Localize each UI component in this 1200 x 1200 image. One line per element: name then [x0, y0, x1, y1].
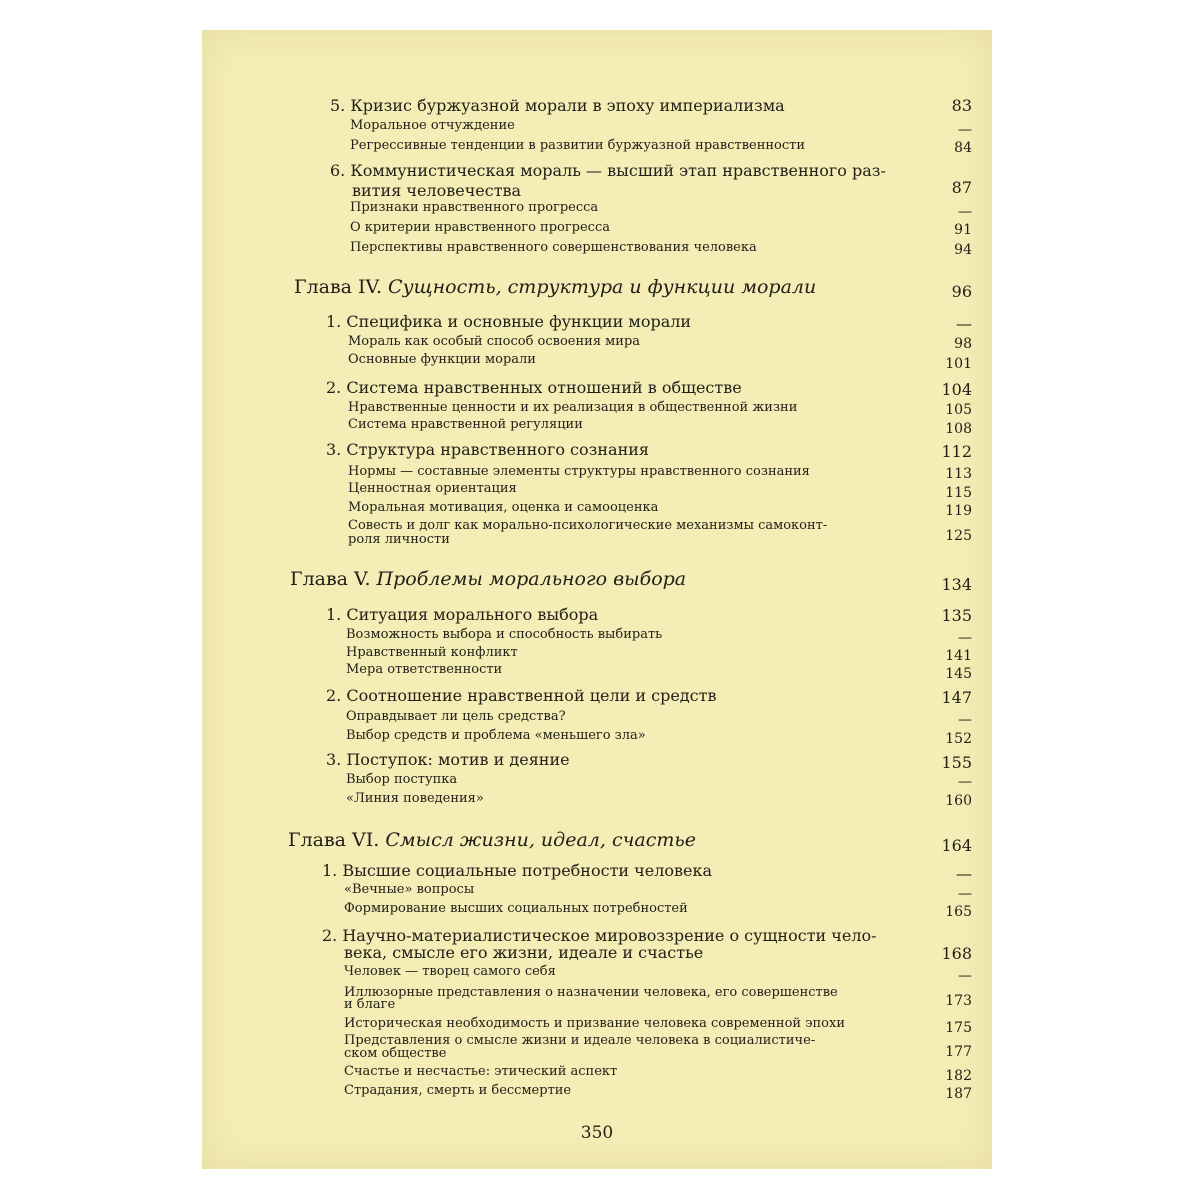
subsection-title[interactable]: Мера ответственности — [346, 662, 503, 677]
subsection-title-continued: роля личности — [348, 532, 450, 547]
page-reference: 105 — [945, 402, 972, 418]
page-reference: 187 — [945, 1086, 972, 1102]
chapter-heading[interactable] — [288, 829, 696, 851]
page-reference: — — [958, 774, 972, 790]
page-reference: 94 — [954, 242, 972, 258]
section-title[interactable]: 2. Научно-материалистическое мировоззрение о сущности чело- — [322, 926, 877, 945]
chapter-heading[interactable] — [290, 568, 686, 590]
subsection-title-continued: ском обществе — [344, 1046, 447, 1061]
page-reference: 115 — [945, 485, 972, 501]
chapter-number: Глава VI. — [288, 829, 380, 851]
subsection-title[interactable]: Выбор поступка — [346, 772, 458, 787]
page-reference: 168 — [941, 944, 972, 963]
page-reference: 164 — [941, 836, 972, 855]
subsection-title[interactable]: Нормы — составные элементы структуры нравственного сознания — [348, 464, 810, 479]
page-reference: — — [958, 122, 972, 138]
page-reference: 182 — [945, 1068, 972, 1084]
page-reference: 84 — [954, 140, 972, 156]
subsection-title[interactable]: О критерии нравственного прогресса — [350, 220, 610, 235]
chapter-title: Сущность, структура и функции морали — [388, 276, 817, 298]
section-title[interactable]: 1. Ситуация морального выбора — [326, 605, 599, 624]
page-reference: 147 — [941, 688, 972, 707]
subsection-title[interactable]: Иллюзорные представления о назначении человека, его совершенстве — [344, 985, 838, 1000]
page-reference: — — [958, 204, 972, 220]
subsection-title[interactable]: Представления о смысле жизни и идеале человека в социалистиче- — [344, 1033, 816, 1048]
subsection-title-continued: и благе — [344, 997, 396, 1012]
page-reference: — — [958, 968, 972, 984]
section-title[interactable]: 2. Система нравственных отношений в обществе — [326, 378, 742, 397]
page-reference: 175 — [945, 1020, 972, 1036]
page-reference: 108 — [945, 421, 972, 437]
page-reference: 91 — [954, 222, 972, 238]
page-reference: 98 — [954, 336, 972, 352]
page-reference: 119 — [945, 503, 972, 519]
section-title[interactable]: 6. Коммунистическая мораль — высший этап нравственного раз- — [330, 161, 886, 180]
section-title-continued: века, смысле его жизни, идеале и счастье — [344, 943, 704, 962]
subsection-title[interactable]: Нравственные ценности и их реализация в общественной жизни — [348, 400, 798, 415]
subsection-title[interactable]: Система нравственной регуляции — [348, 417, 583, 432]
section-title[interactable]: 3. Поступок: мотив и деяние — [326, 750, 570, 769]
subsection-title[interactable]: Мораль как особый способ освоения мира — [348, 334, 641, 349]
section-title-continued: вития человечества — [352, 181, 522, 200]
page-reference: 96 — [951, 282, 972, 301]
section-title[interactable]: 1. Специфика и основные функции морали — [326, 312, 692, 331]
subsection-title[interactable]: Основные функции морали — [348, 352, 536, 367]
page-reference: 173 — [945, 993, 972, 1009]
section-title[interactable]: 1. Высшие социальные потребности человека — [322, 861, 713, 880]
page-reference: 141 — [945, 648, 972, 664]
page-reference: — — [958, 886, 972, 902]
page-reference: 83 — [951, 96, 972, 115]
page-reference: 87 — [951, 178, 972, 197]
page-reference: 135 — [941, 606, 972, 625]
chapter-title: Смысл жизни, идеал, счастье — [385, 829, 696, 851]
section-title[interactable]: 2. Соотношение нравственной цели и средств — [326, 686, 717, 705]
subsection-title[interactable]: «Линия поведения» — [346, 791, 484, 806]
subsection-title[interactable]: Счастье и несчастье: этический аспект — [344, 1064, 618, 1079]
section-title[interactable]: 3. Структура нравственного сознания — [326, 440, 649, 459]
section-title[interactable]: 5. Кризис буржуазной морали в эпоху империализма — [330, 96, 785, 115]
page-reference: 104 — [941, 380, 972, 399]
subsection-title[interactable]: Регрессивные тенденции в развитии буржуазной нравственности — [350, 138, 805, 153]
page-reference: 101 — [945, 356, 972, 372]
page-reference: 160 — [945, 793, 972, 809]
page-number: 350 — [580, 1123, 614, 1143]
subsection-title[interactable]: Возможность выбора и способность выбирать — [346, 627, 663, 642]
subsection-title[interactable]: Моральная мотивация, оценка и самооценка — [348, 500, 659, 515]
page-reference: 125 — [945, 528, 972, 544]
subsection-title[interactable]: Ценностная ориентация — [348, 481, 517, 496]
page-reference: 113 — [945, 466, 972, 482]
subsection-title[interactable]: Историческая необходимость и призвание человека современной эпохи — [344, 1016, 845, 1031]
page-reference: 165 — [945, 904, 972, 920]
subsection-title[interactable]: Нравственный конфликт — [346, 645, 518, 660]
page-reference: 177 — [945, 1044, 972, 1060]
subsection-title[interactable]: Выбор средств и проблема «меньшего зла» — [346, 728, 646, 743]
chapter-number: Глава IV. — [294, 276, 382, 298]
subsection-title[interactable]: Признаки нравственного прогресса — [350, 200, 599, 215]
chapter-number: Глава V. — [290, 568, 371, 590]
book-page — [202, 30, 992, 1169]
subsection-title[interactable]: Страдания, смерть и бессмертие — [344, 1083, 572, 1098]
page-reference: 112 — [941, 442, 972, 461]
page-reference: — — [956, 314, 972, 333]
chapter-heading[interactable] — [294, 276, 816, 298]
subsection-title[interactable]: Моральное отчуждение — [350, 118, 515, 133]
subsection-title[interactable]: Человек — творец самого себя — [344, 964, 556, 979]
page-reference: — — [958, 712, 972, 728]
page-reference: 134 — [941, 575, 972, 594]
page-reference: 152 — [945, 731, 972, 747]
page-reference: — — [956, 864, 972, 883]
subsection-title[interactable]: «Вечные» вопросы — [344, 882, 475, 897]
subsection-title[interactable]: Перспективы нравственного совершенствования человека — [350, 240, 757, 255]
page-reference: 145 — [945, 666, 972, 682]
chapter-title: Проблемы морального выбора — [376, 568, 687, 590]
page-reference: — — [958, 630, 972, 646]
subsection-title[interactable]: Оправдывает ли цель средства? — [346, 709, 566, 724]
subsection-title[interactable]: Совесть и долг как морально-психологические механизмы самоконт- — [348, 518, 828, 533]
subsection-title[interactable]: Формирование высших социальных потребностей — [344, 901, 688, 916]
page-reference: 155 — [941, 753, 972, 772]
